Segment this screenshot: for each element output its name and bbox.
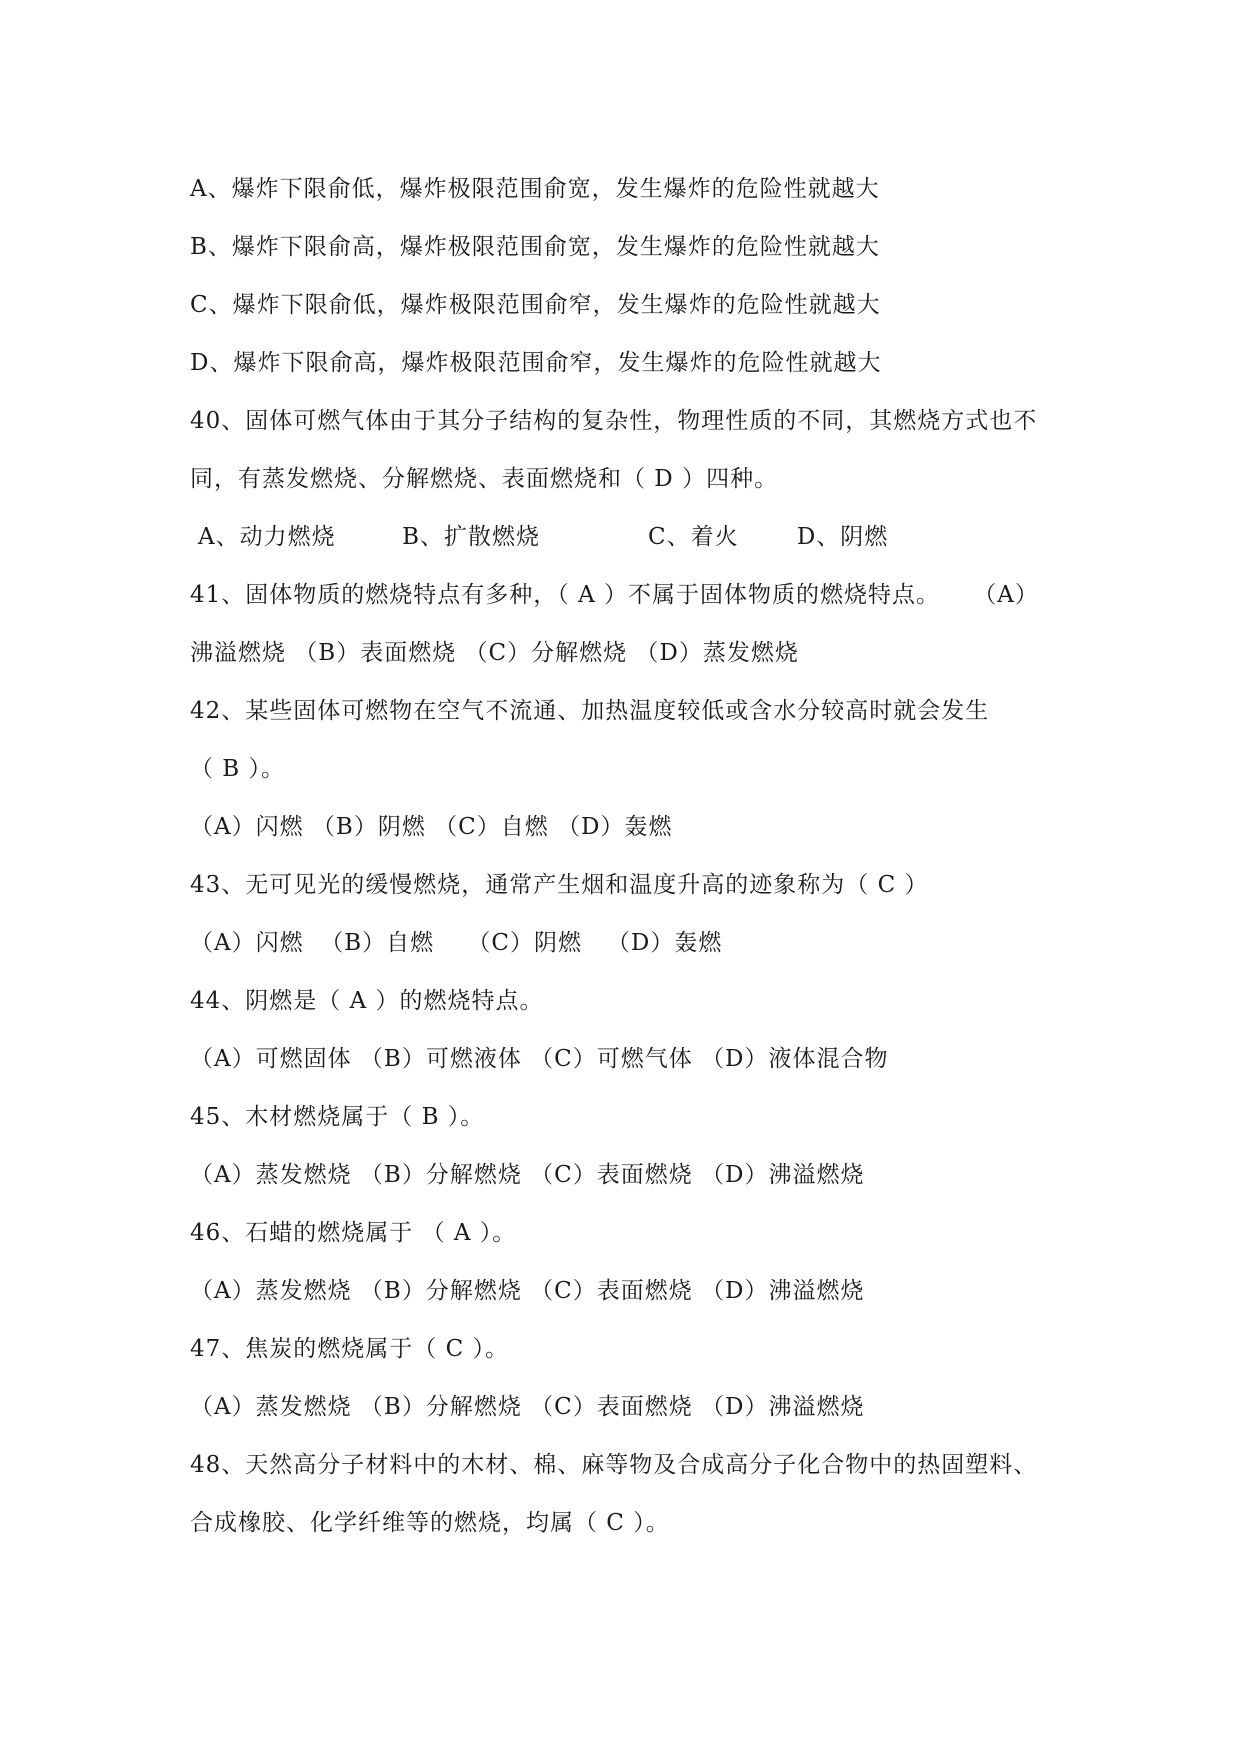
question-41-line-2: 沸溢燃烧 （B）表面燃烧 （C）分解燃烧 （D）蒸发燃烧 — [190, 640, 799, 666]
question-42-line-1: 42、某些固体可燃物在空气不流通、加热温度较低或含水分较高时就会发生 — [190, 698, 990, 724]
question-45-options: （A）蒸发燃烧 （B）分解燃烧 （C）表面燃烧 （D）沸溢燃烧 — [190, 1162, 865, 1188]
question-40-line-2: 同，有蒸发燃烧、分解燃烧、表面燃烧和（ D ）四种。 — [190, 466, 779, 492]
question-47-options: （A）蒸发燃烧 （B）分解燃烧 （C）表面燃烧 （D）沸溢燃烧 — [190, 1394, 865, 1420]
option-a-line: A、爆炸下限俞低，爆炸极限范围俞宽，发生爆炸的危险性就越大 — [190, 176, 880, 202]
option-b-line: B、爆炸下限俞高，爆炸极限范围俞宽，发生爆炸的危险性就越大 — [190, 234, 880, 260]
question-40-options: A、动力燃烧 B、扩散燃烧 C、着火 D、阴燃 — [198, 524, 889, 550]
question-43-line: 43、无可见光的缓慢燃烧，通常产生烟和温度升高的迹象称为（ C ） — [190, 872, 929, 898]
question-42-line-2: （ B ）。 — [190, 756, 286, 782]
question-44-line: 44、阴燃是（ A ）的燃烧特点。 — [190, 988, 544, 1014]
option-d-line: D、爆炸下限俞高，爆炸极限范围俞窄，发生爆炸的危险性就越大 — [190, 350, 882, 376]
question-41-line-1: 41、固体物质的燃烧特点有多种，（ A ）不属于固体物质的燃烧特点。 （A） — [190, 582, 1039, 608]
question-40-line-1: 40、固体可燃气体由于其分子结构的复杂性，物理性质的不同，其燃烧方式也不 — [190, 408, 1038, 434]
question-42-options: （A）闪燃 （B）阴燃 （C）自燃 （D）轰燃 — [190, 814, 673, 840]
question-48-line-1: 48、天然高分子材料中的木材、棉、麻等物及合成高分子化合物中的热固塑料、 — [190, 1452, 1038, 1478]
question-44-options: （A）可燃固体 （B）可燃液体 （C）可燃气体 （D）液体混合物 — [190, 1046, 889, 1072]
option-c-line: C、爆炸下限俞低，爆炸极限范围俞窄，发生爆炸的危险性就越大 — [190, 292, 881, 318]
question-47-line: 47、焦炭的燃烧属于（ C ）。 — [190, 1336, 509, 1362]
question-46-options: （A）蒸发燃烧 （B）分解燃烧 （C）表面燃烧 （D）沸溢燃烧 — [190, 1278, 865, 1304]
question-45-line: 45、木材燃烧属于（ B ）。 — [190, 1104, 485, 1130]
question-43-options: （A）闪燃 （B）自燃 （C）阴燃 （D）轰燃 — [190, 930, 723, 956]
question-46-line: 46、石蜡的燃烧属于 （ A ）。 — [190, 1220, 517, 1246]
question-48-line-2: 合成橡胶、化学纤维等的燃烧，均属（ C ）。 — [190, 1510, 670, 1536]
